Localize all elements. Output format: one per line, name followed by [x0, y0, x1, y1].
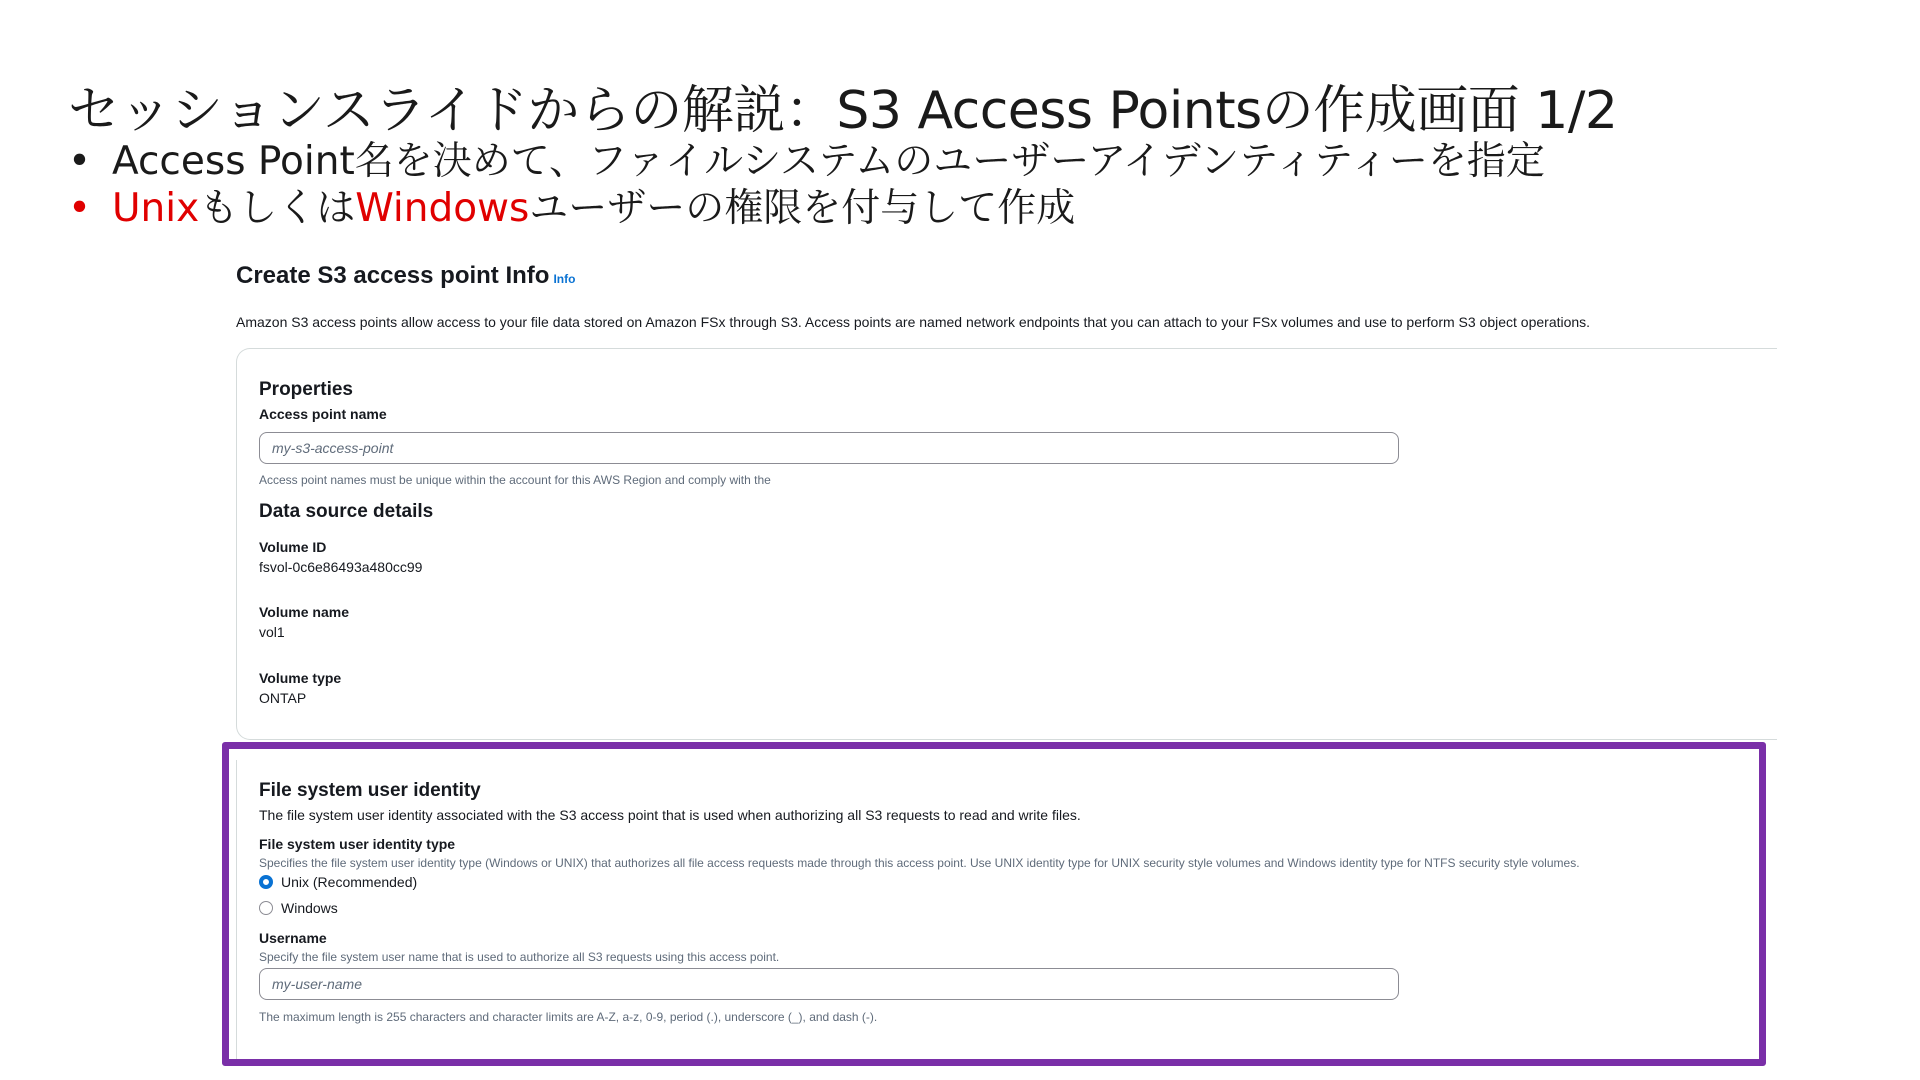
form-title	[236, 262, 575, 290]
bullet-emphasis-windows: Windows	[355, 186, 530, 231]
identity-description: The file system user identity associated with the S3 access point that is used when authorizing all S3 requests to read and write files.	[259, 807, 1081, 823]
identity-panel	[236, 760, 1767, 1060]
identity-type-label: File system user identity type	[259, 836, 456, 852]
radio-unix-label: Unix (Recommended)	[281, 874, 418, 890]
bullet-text: もしくは	[199, 186, 356, 231]
identity-heading: File system user identity	[259, 780, 481, 801]
radio-checked-icon[interactable]	[259, 875, 273, 889]
radio-unchecked-icon[interactable]	[259, 901, 273, 915]
username-label: Username	[259, 930, 327, 946]
form-intro: Amazon S3 access points allow access to your file data stored on Amazon FSx through S3. Access points are named network endpoints that you can attach to your FSx volumes and use to perform S3 object operations.	[236, 314, 1591, 330]
volume-name-label: Volume name	[259, 604, 349, 620]
bullet-emphasis-unix: Unix	[112, 186, 200, 231]
volume-type-label: Volume type	[259, 670, 342, 686]
slide-bullets	[68, 138, 1545, 232]
bullet-text: ユーザーの権限を付与して作成	[529, 186, 1076, 231]
access-point-name-hint: Access point names must be unique within the account for this AWS Region and comply with the	[259, 473, 771, 487]
radio-windows[interactable]	[259, 900, 338, 916]
info-link[interactable]: Info	[553, 272, 576, 286]
data-source-heading: Data source details	[259, 501, 434, 522]
access-point-name-label: Access point name	[259, 406, 387, 422]
bullet-dot: •	[68, 186, 92, 231]
access-point-name-input[interactable]	[259, 432, 1399, 464]
form-title-text: Create S3 access point Info	[236, 262, 550, 289]
bullet-item	[68, 138, 1545, 185]
username-constraint: The maximum length is 255 characters and character limits are A-Z, a-z, 0-9, period (.), underscore (_), and dash (-).	[259, 1010, 878, 1024]
bullet-dot: •	[68, 139, 92, 184]
volume-type-value: ONTAP	[259, 690, 307, 706]
bullet-item	[68, 185, 1545, 232]
radio-unix[interactable]	[259, 874, 417, 890]
username-hint: Specify the file system user name that is used to authorize all S3 requests using this access point.	[259, 950, 780, 964]
volume-id-value: fsvol-0c6e86493a480cc99	[259, 559, 423, 575]
radio-windows-label: Windows	[281, 900, 338, 916]
bullet-text: Access Point名を決めて、ファイルシステムのユーザーアイデンティティーを指定	[112, 139, 1545, 184]
slide-title: セッションスライドからの解説：S3 Access Pointsの作成画面 1/2	[68, 81, 1618, 141]
username-input[interactable]	[259, 968, 1399, 1000]
identity-type-hint: Specifies the file system user identity type (Windows or UNIX) that authorizes all file access requests made through this access point. Use UNIX identity type for UNIX security style volumes and Windows identity type for NTFS security style volumes.	[259, 856, 1580, 870]
volume-name-value: vol1	[259, 624, 285, 640]
properties-heading: Properties	[259, 379, 353, 400]
console-screenshot	[236, 260, 1766, 1070]
properties-panel	[236, 348, 1777, 740]
volume-id-label: Volume ID	[259, 539, 327, 555]
